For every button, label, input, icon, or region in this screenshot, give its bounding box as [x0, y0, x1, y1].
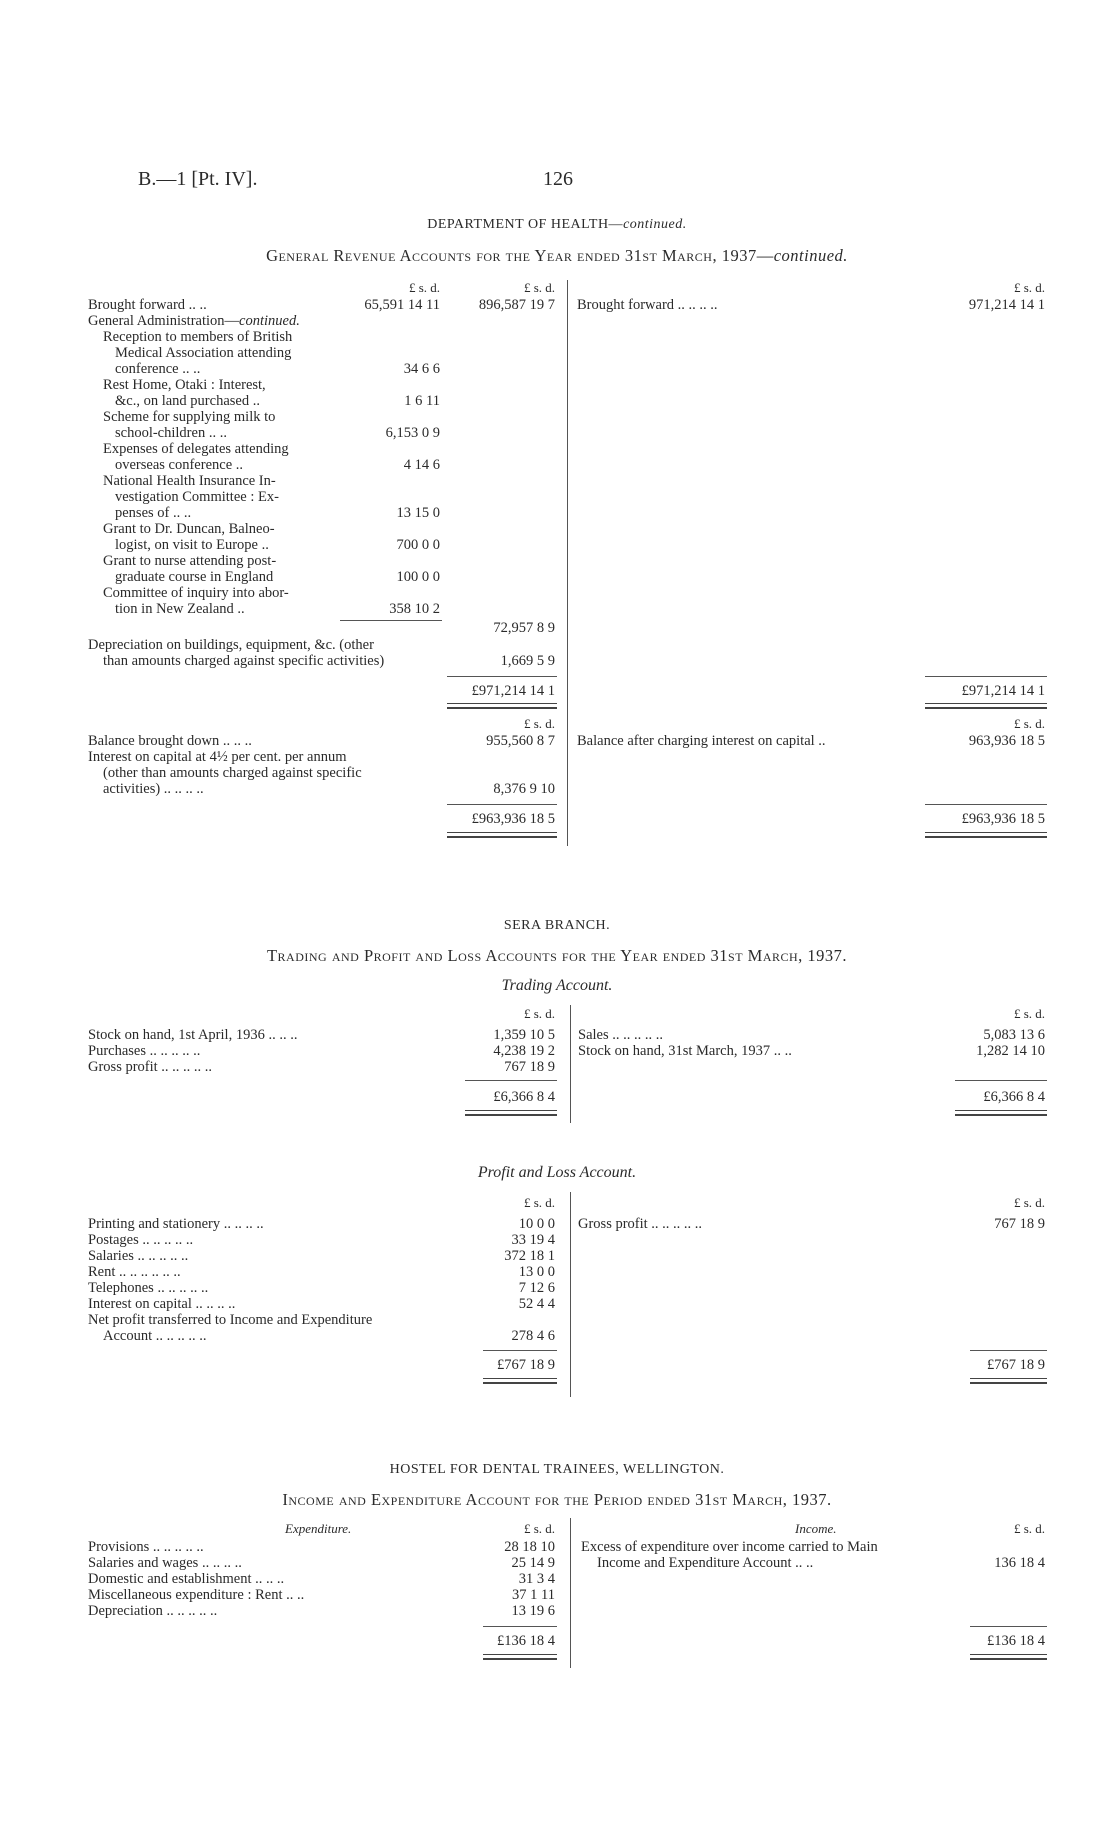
brought-forward-outer: 896,587 19 7 — [478, 297, 555, 313]
sera-subtitle: Trading and Profit and Loss Accounts for the Year ended 31st March, 1937. — [266, 946, 848, 965]
col-header-lsd: £ s. d. — [523, 1195, 555, 1210]
total-rule — [483, 1626, 557, 1627]
pl-heading: Profit and Loss Account. — [477, 1164, 637, 1181]
total-rule — [955, 1080, 1047, 1081]
item-line: Grant to Dr. Duncan, Balneo- — [103, 521, 275, 537]
item-line: tion in New Zealand .. — [115, 601, 245, 617]
balance-after-interest-amount: 963,936 18 5 — [968, 733, 1045, 749]
hostel-left-amount: 13 19 6 — [511, 1603, 555, 1619]
trading-right-amount: 5,083 13 6 — [983, 1027, 1045, 1043]
col-header-lsd: £ s. d. — [523, 1521, 555, 1536]
right-brought-forward-label: Brought forward .. .. .. .. — [577, 297, 718, 313]
item-line: Scheme for supplying milk to — [103, 409, 276, 425]
item-line: Grant to nurse attending post- — [103, 553, 277, 569]
total-rule — [447, 804, 557, 805]
total-double-rule — [925, 832, 1047, 838]
column-divider — [570, 1518, 571, 1668]
column-divider — [570, 1192, 571, 1397]
pl-net-amount: 278 4 6 — [511, 1328, 555, 1344]
total-rule — [970, 1350, 1047, 1351]
item-line: Medical Association attending — [115, 345, 292, 361]
pl-left-amount: 13 0 0 — [518, 1264, 555, 1280]
total2-right: £963,936 18 5 — [961, 811, 1045, 827]
trading-total-left: £6,366 8 4 — [493, 1089, 555, 1105]
expenditure-heading: Expenditure. — [285, 1521, 352, 1536]
col-header-lsd: £ s. d. — [1013, 1521, 1045, 1536]
item-line: school-children .. .. — [115, 425, 227, 441]
trading-total-right: £6,366 8 4 — [983, 1089, 1045, 1105]
trading-left-amount: 767 18 9 — [504, 1059, 555, 1075]
total-double-rule — [970, 1654, 1047, 1660]
pl-left-label: Rent .. .. .. .. .. .. — [88, 1264, 181, 1280]
interest-line: Interest on capital at 4½ per cent. per annum — [88, 749, 347, 765]
hostel-subtitle: Income and Expenditure Account for the Period ended 31st March, 1937. — [282, 1490, 832, 1509]
item-amount: 358 10 2 — [389, 601, 440, 617]
depreciation-line: Depreciation on buildings, equipment, &c. (other — [88, 637, 374, 653]
total-rule — [970, 1626, 1047, 1627]
item-line: Reception to members of British — [103, 329, 293, 345]
hostel-left-label: Provisions .. .. .. .. .. — [88, 1539, 204, 1555]
balance-brought-down-label: Balance brought down .. .. .. — [88, 733, 252, 749]
interest-line: activities) .. .. .. .. — [103, 781, 204, 797]
grand-total-right: £971,214 14 1 — [961, 683, 1045, 699]
item-amount: 1 6 11 — [404, 393, 440, 409]
item-line: logist, on visit to Europe .. — [115, 537, 269, 553]
trading-right-label: Stock on hand, 31st March, 1937 .. .. — [578, 1043, 792, 1059]
col-header-lsd: £ s. d. — [523, 280, 555, 295]
total-rule — [925, 804, 1047, 805]
trading-left-amount: 4,238 19 2 — [493, 1043, 555, 1059]
brought-forward-inner: 65,591 14 11 — [364, 297, 440, 313]
pl-right-amount: 767 18 9 — [994, 1216, 1045, 1232]
trading-left-label: Gross profit .. .. .. .. .. — [88, 1059, 213, 1075]
section-subtitle-cont: continued. — [773, 246, 848, 265]
total-rule — [483, 1350, 557, 1351]
hostel-left-label: Depreciation .. .. .. .. .. — [88, 1603, 218, 1619]
total-double-rule — [955, 1110, 1047, 1116]
col-header-lsd: £ s. d. — [1013, 716, 1045, 731]
hostel-left-amount: 25 14 9 — [511, 1555, 555, 1571]
section-subtitle-text: General Revenue Accounts for the Year ended 31st March, 1937— — [266, 246, 774, 265]
pl-total-left: £767 18 9 — [497, 1357, 555, 1373]
brought-forward-label: Brought forward .. .. — [88, 297, 207, 313]
pl-left-amount: 33 19 4 — [511, 1232, 555, 1248]
section-title — [0, 217, 1114, 233]
pl-left-label: Printing and stationery .. .. .. .. — [88, 1216, 264, 1232]
hostel-right-line: Income and Expenditure Account .. .. — [597, 1555, 814, 1571]
trading-left-label: Stock on hand, 1st April, 1936 .. .. .. — [88, 1027, 298, 1043]
total-double-rule — [465, 1110, 557, 1116]
item-amount: 100 0 0 — [396, 569, 440, 585]
total-double-rule — [970, 1378, 1047, 1384]
pl-left-amount: 372 18 1 — [504, 1248, 555, 1264]
item-line: graduate course in England — [115, 569, 274, 585]
col-header-lsd: £ s. d. — [1013, 1006, 1045, 1021]
gen-admin-text: General Administration— — [88, 313, 240, 329]
page-number: 126 — [543, 168, 573, 190]
total-rule — [447, 676, 557, 677]
section-title-cont: continued. — [623, 217, 687, 232]
col-header-lsd: £ s. d. — [523, 716, 555, 731]
item-amount: 13 15 0 — [396, 505, 440, 521]
pl-right-label: Gross profit .. .. .. .. .. — [578, 1216, 703, 1232]
admin-subtotal: 72,957 8 9 — [493, 620, 555, 636]
column-divider — [570, 1005, 571, 1123]
hostel-left-amount: 28 18 10 — [504, 1539, 555, 1555]
gen-admin-cont: continued. — [239, 313, 300, 329]
item-amount: 4 14 6 — [403, 457, 440, 473]
hostel-title: HOSTEL FOR DENTAL TRAINEES, WELLINGTON. — [389, 1462, 725, 1477]
hostel-right-amount: 136 18 4 — [994, 1555, 1045, 1571]
interest-line: (other than amounts charged against specific — [103, 765, 362, 781]
item-amount: 700 0 0 — [396, 537, 440, 553]
hostel-total-right: £136 18 4 — [987, 1633, 1045, 1649]
hostel-left-amount: 31 3 4 — [518, 1571, 555, 1587]
item-line: conference .. .. — [115, 361, 201, 377]
item-line: Expenses of delegates attending — [103, 441, 289, 457]
pl-net-line: Account .. .. .. .. .. — [103, 1328, 207, 1344]
col-header-lsd: £ s. d. — [1013, 280, 1045, 295]
total-rule — [465, 1080, 557, 1081]
item-line: penses of .. .. — [115, 505, 192, 521]
balance-after-interest-label: Balance after charging interest on capital .. — [577, 733, 826, 749]
right-brought-forward-amount: 971,214 14 1 — [968, 297, 1045, 313]
pl-left-label: Interest on capital .. .. .. .. — [88, 1296, 236, 1312]
pl-left-label: Salaries .. .. .. .. .. — [88, 1248, 189, 1264]
trading-heading: Trading Account. — [501, 977, 613, 994]
total2-left: £963,936 18 5 — [471, 811, 555, 827]
col-header-lsd: £ s. d. — [1013, 1195, 1045, 1210]
hostel-total-left: £136 18 4 — [497, 1633, 555, 1649]
subtotal-rule — [340, 620, 442, 621]
page-reference: B.—1 [Pt. IV]. — [138, 168, 258, 190]
total-rule — [925, 676, 1047, 677]
hostel-right-line: Excess of expenditure over income carried to Main — [581, 1539, 878, 1555]
item-line: Committee of inquiry into abor- — [103, 585, 289, 601]
total-double-rule — [483, 1654, 557, 1660]
item-amount: 6,153 0 9 — [385, 425, 440, 441]
income-heading: Income. — [795, 1521, 837, 1536]
total-double-rule — [925, 703, 1047, 709]
item-line: overseas conference .. — [115, 457, 244, 473]
depreciation-line: than amounts charged against specific activities) — [103, 653, 385, 669]
pl-left-label: Postages .. .. .. .. .. — [88, 1232, 194, 1248]
item-amount: 34 6 6 — [403, 361, 440, 377]
general-administration-heading — [88, 313, 300, 329]
trading-right-amount: 1,282 14 10 — [976, 1043, 1045, 1059]
pl-left-amount: 10 0 0 — [518, 1216, 555, 1232]
col-header-lsd: £ s. d. — [523, 1006, 555, 1021]
hostel-left-label: Domestic and establishment .. .. .. — [88, 1571, 285, 1587]
grand-total-left: £971,214 14 1 — [471, 683, 555, 699]
total-double-rule — [483, 1378, 557, 1384]
item-line: Rest Home, Otaki : Interest, — [103, 377, 266, 393]
depreciation-amount: 1,669 5 9 — [500, 653, 555, 669]
col-header-lsd: £ s. d. — [408, 280, 440, 295]
pl-net-line: Net profit transferred to Income and Expenditure — [88, 1312, 373, 1328]
section-subtitle — [0, 246, 1114, 266]
hostel-left-label: Miscellaneous expenditure : Rent .. .. — [88, 1587, 305, 1603]
section-title-text: DEPARTMENT OF HEALTH— — [427, 217, 624, 232]
pl-left-amount: 7 12 6 — [518, 1280, 555, 1296]
item-line: National Health Insurance In- — [103, 473, 276, 489]
column-divider — [567, 280, 568, 846]
hostel-left-amount: 37 1 11 — [512, 1587, 555, 1603]
trading-left-label: Purchases .. .. .. .. .. — [88, 1043, 201, 1059]
balance-brought-down-amount: 955,560 8 7 — [486, 733, 555, 749]
item-line: &c., on land purchased .. — [115, 393, 260, 409]
sera-title: SERA BRANCH. — [503, 918, 611, 933]
item-line: vestigation Committee : Ex- — [115, 489, 279, 505]
interest-amount: 8,376 9 10 — [493, 781, 555, 797]
pl-left-label: Telephones .. .. .. .. .. — [88, 1280, 209, 1296]
total-double-rule — [447, 703, 557, 709]
trading-right-label: Sales .. .. .. .. .. — [578, 1027, 663, 1043]
pl-total-right: £767 18 9 — [987, 1357, 1045, 1373]
pl-left-amount: 52 4 4 — [518, 1296, 555, 1312]
hostel-left-label: Salaries and wages .. .. .. .. — [88, 1555, 242, 1571]
trading-left-amount: 1,359 10 5 — [493, 1027, 555, 1043]
total-double-rule — [447, 832, 557, 838]
